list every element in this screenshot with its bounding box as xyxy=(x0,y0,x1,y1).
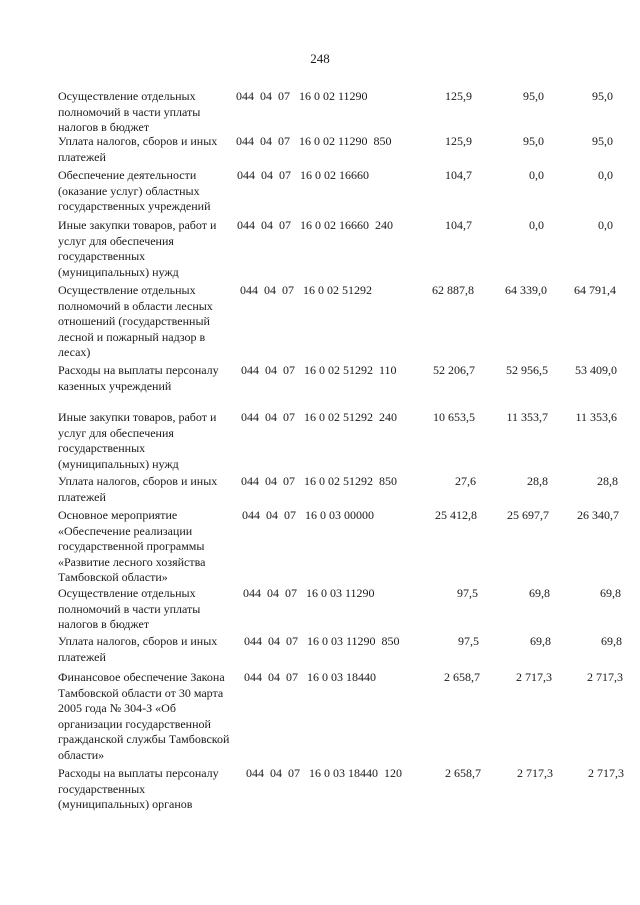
row-value-1: 2 658,7 xyxy=(444,670,480,684)
row-value-2: 11 353,7 xyxy=(506,410,548,424)
row-value-1: 97,5 xyxy=(457,586,478,600)
row-value-3: 69,8 xyxy=(601,634,622,648)
row-value-2: 95,0 xyxy=(523,134,544,148)
row-value-1: 125,9 xyxy=(445,89,472,103)
row-description: Обеспечение деятельности (оказание услуг) областных государственных учреждений xyxy=(58,168,211,213)
row-code: 044 04 07 16 0 02 51292 240 xyxy=(241,410,397,424)
row-description: Осуществление отдельных полномочий в части уплаты налогов в бюджет xyxy=(58,89,201,134)
row-description: Расходы на выплаты персоналу государственных (муниципальных) органов xyxy=(58,766,219,811)
row-value-2: 0,0 xyxy=(529,168,544,182)
row-value-3: 2 717,3 xyxy=(587,670,623,684)
row-value-3: 28,8 xyxy=(597,474,618,488)
row-value-3: 26 340,7 xyxy=(577,508,619,522)
row-value-2: 28,8 xyxy=(527,474,548,488)
row-value-3: 2 717,3 xyxy=(588,766,624,780)
row-value-2: 64 339,0 xyxy=(505,283,547,297)
row-code: 044 04 07 16 0 02 51292 xyxy=(240,283,372,297)
row-value-1: 10 653,5 xyxy=(433,410,475,424)
row-code: 044 04 07 16 0 03 18440 120 xyxy=(246,766,402,780)
row-value-3: 95,0 xyxy=(592,89,613,103)
page-number: 248 xyxy=(310,51,330,66)
row-value-1: 2 658,7 xyxy=(445,766,481,780)
row-code: 044 04 07 16 0 02 16660 240 xyxy=(237,218,393,232)
row-value-1: 104,7 xyxy=(445,218,472,232)
row-value-3: 53 409,0 xyxy=(575,363,617,377)
row-value-2: 25 697,7 xyxy=(507,508,549,522)
row-value-3: 0,0 xyxy=(598,168,613,182)
row-value-2: 0,0 xyxy=(529,218,544,232)
row-value-3: 11 353,6 xyxy=(575,410,617,424)
row-value-2: 2 717,3 xyxy=(517,766,553,780)
row-value-1: 104,7 xyxy=(445,168,472,182)
row-code: 044 04 07 16 0 03 11290 850 xyxy=(244,634,400,648)
row-code: 044 04 07 16 0 03 00000 xyxy=(242,508,374,522)
row-description: Осуществление отдельных полномочий в части уплаты налогов в бюджет xyxy=(58,586,201,631)
row-value-1: 27,6 xyxy=(455,474,476,488)
row-value-1: 25 412,8 xyxy=(435,508,477,522)
row-code: 044 04 07 16 0 02 16660 xyxy=(237,168,369,182)
row-description: Уплата налогов, сборов и иных платежей xyxy=(58,474,218,504)
row-description: Иные закупки товаров, работ и услуг для обеспечения государственных (муниципальных) нужд xyxy=(58,410,217,471)
row-value-2: 52 956,5 xyxy=(506,363,548,377)
row-value-1: 62 887,8 xyxy=(432,283,474,297)
row-value-2: 95,0 xyxy=(523,89,544,103)
row-code: 044 04 07 16 0 03 11290 xyxy=(243,586,375,600)
row-description: Основное мероприятие «Обеспечение реализации государственной программы «Развитие лесного хозяйства Тамбовской области» xyxy=(58,508,206,584)
row-value-3: 0,0 xyxy=(598,218,613,232)
row-code: 044 04 07 16 0 03 18440 xyxy=(244,670,376,684)
row-value-3: 64 791,4 xyxy=(574,283,616,297)
row-description: Расходы на выплаты персоналу казенных учреждений xyxy=(58,363,219,393)
row-description: Финансовое обеспечение Закона Тамбовской области от 30 марта 2005 года № 304-З «Об организации государственной гражданской службы Тамбовской области» xyxy=(58,670,230,762)
row-value-2: 69,8 xyxy=(529,586,550,600)
row-value-1: 125,9 xyxy=(445,134,472,148)
row-code: 044 04 07 16 0 02 11290 850 xyxy=(236,134,392,148)
row-code: 044 04 07 16 0 02 51292 850 xyxy=(241,474,397,488)
row-description: Иные закупки товаров, работ и услуг для обеспечения государственных (муниципальных) нужд xyxy=(58,218,217,279)
row-value-3: 69,8 xyxy=(600,586,621,600)
row-value-2: 69,8 xyxy=(530,634,551,648)
row-value-1: 52 206,7 xyxy=(433,363,475,377)
row-description: Уплата налогов, сборов и иных платежей xyxy=(58,134,218,164)
row-code: 044 04 07 16 0 02 51292 110 xyxy=(241,363,397,377)
row-description: Осуществление отдельных полномочий в области лесных отношений (государственный лесной и пожарный надзор в лесах) xyxy=(58,283,213,359)
row-code: 044 04 07 16 0 02 11290 xyxy=(236,89,368,103)
row-value-1: 97,5 xyxy=(458,634,479,648)
row-description: Уплата налогов, сборов и иных платежей xyxy=(58,634,218,664)
row-value-3: 95,0 xyxy=(592,134,613,148)
row-value-2: 2 717,3 xyxy=(516,670,552,684)
